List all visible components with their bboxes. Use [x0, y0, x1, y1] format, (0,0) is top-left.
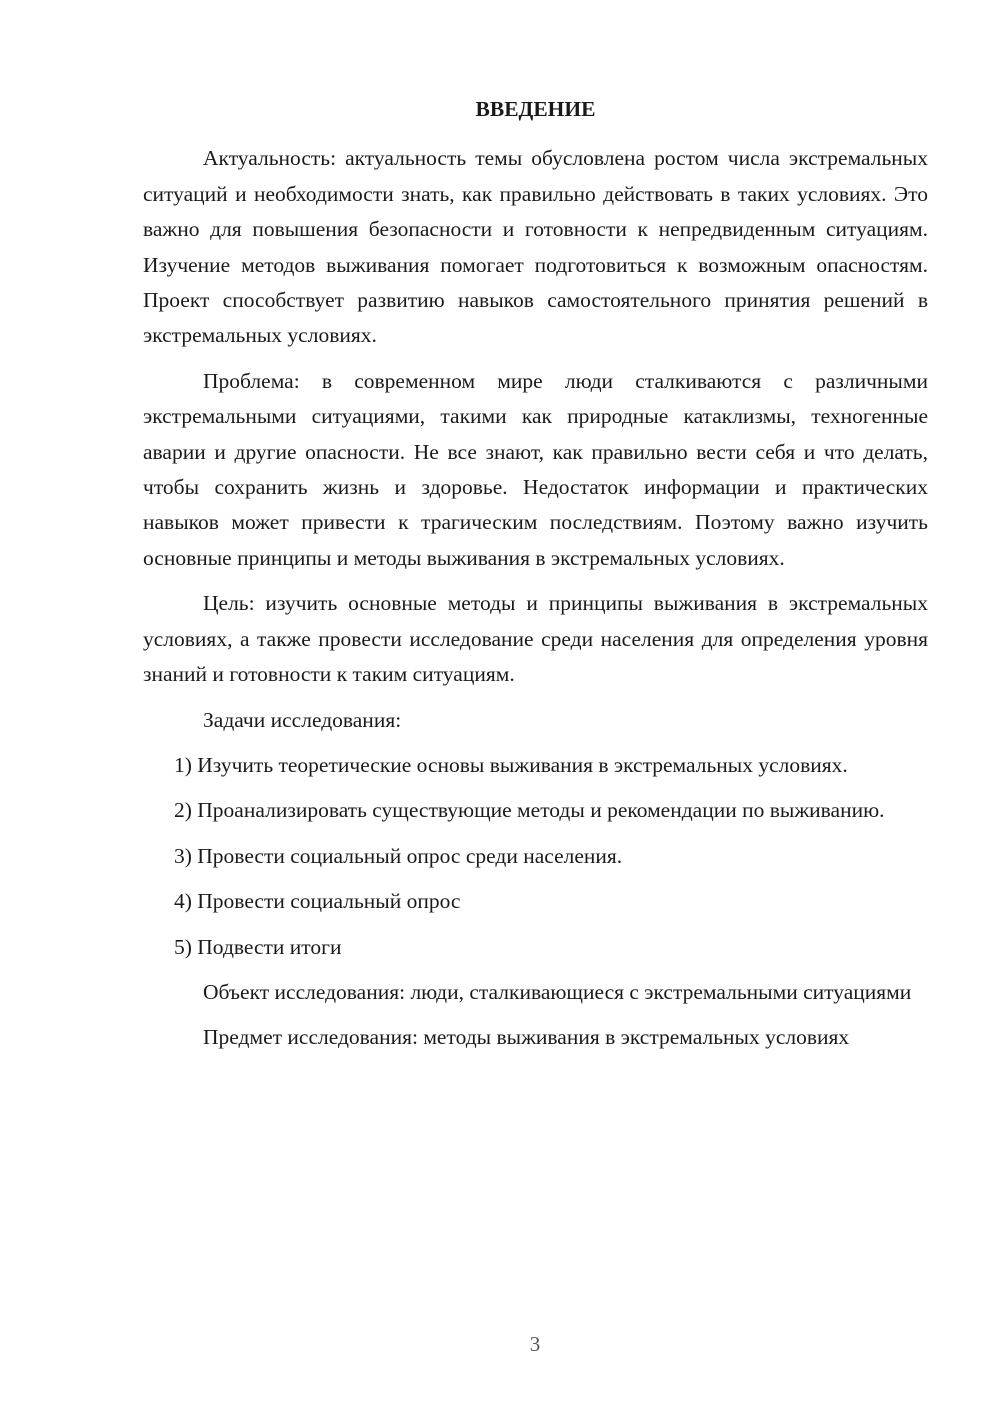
- problem-paragraph: Проблема: в современном мире люди сталкиваются с различными экстремальными ситуациями, такими как природные катаклизмы, техногенные аварии и другие опасности. Не все знают, как правильно вести себя и что делать, чтобы сохранить жизнь и здоровье. Недостаток информации и практических навыков может привести к трагическим последствиям. Поэтому важно изучить основные принципы и методы выживания в экстремальных условиях.: [143, 368, 928, 570]
- relevance-paragraph: Актуальность: актуальность темы обусловлена ростом числа экстремальных ситуаций и необходимости знать, как правильно действовать в таких условиях. Это важно для повышения безопасности и готовности к непредвиденным ситуациям. Изучение методов выживания помогает подготовиться к возможным опасностям. Проект способствует развитию навыков самостоятельного принятия решений в экстремальных условиях.: [143, 146, 928, 348]
- subject-paragraph: Предмет исследования: методы выживания в экстремальных условиях: [203, 1025, 850, 1050]
- task-item: 1) Изучить теоретические основы выживания в экстремальных условиях.: [174, 752, 848, 777]
- page-number: 3: [529, 1332, 541, 1356]
- page-title: ВВЕДЕНИЕ: [475, 97, 596, 121]
- task-item: 2) Проанализировать существующие методы и рекомендации по выживанию.: [174, 798, 885, 823]
- task-item: 5) Подвести итоги: [174, 934, 342, 959]
- goal-paragraph: Цель: изучить основные методы и принципы выживания в экстремальных условиях, а также провести исследование среди населения для определения уровня знаний и готовности к таким ситуациям.: [143, 591, 928, 687]
- task-item: 4) Провести социальный опрос: [174, 889, 461, 914]
- task-item: 3) Провести социальный опрос среди населения.: [174, 843, 623, 868]
- document-page: [143, 92, 928, 1066]
- object-paragraph: Объект исследования: люди, сталкивающиеся с экстремальными ситуациями: [203, 979, 912, 1004]
- tasks-title: Задачи исследования:: [203, 707, 402, 732]
